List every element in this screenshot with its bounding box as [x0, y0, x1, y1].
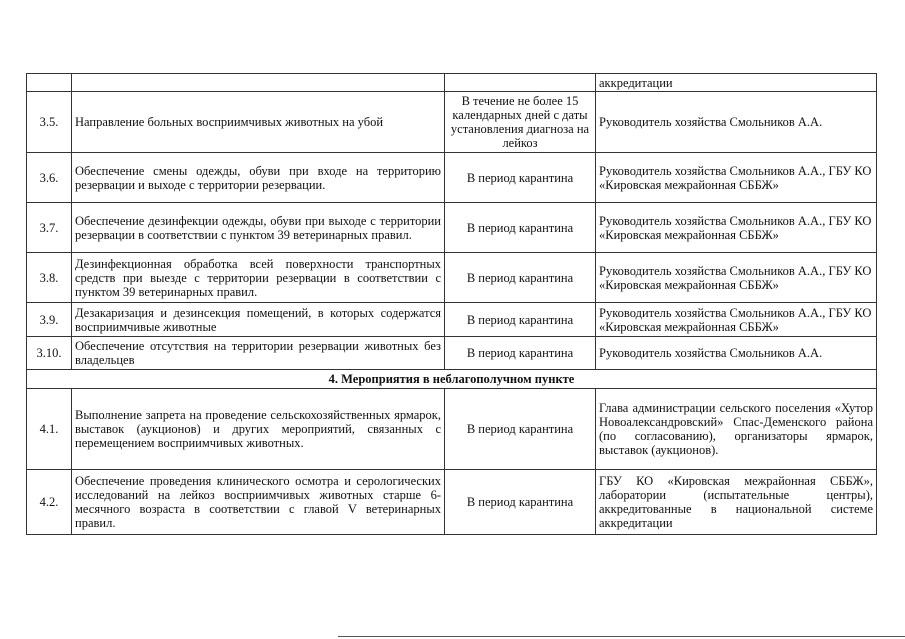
term-cell: В период карантина: [445, 153, 596, 203]
responsible-cell: аккредитации: [596, 74, 877, 92]
term-cell: В период карантина: [445, 203, 596, 253]
row-number-cell: [27, 74, 72, 92]
responsible-cell: Руководитель хозяйства Смольников А.А., ГБУ КО «Кировская межрайонная СББЖ»: [596, 253, 877, 303]
row-number-cell: 3.6.: [27, 153, 72, 203]
table-row: [27, 203, 877, 253]
action-cell: [72, 74, 445, 92]
term-cell: В период карантина: [445, 470, 596, 535]
table-row: [27, 303, 877, 337]
responsible-cell: ГБУ КО «Кировская межрайонная СББЖ», лаборатории (испытательные центры), аккредитованные в национальной системе аккредитации: [596, 470, 877, 535]
responsible-cell: Руководитель хозяйства Смольников А.А.: [596, 92, 877, 153]
table-row: [27, 389, 877, 470]
action-cell: Обеспечение смены одежды, обуви при входе на территорию резервации и выходе с территории резервации.: [72, 153, 445, 203]
action-cell: Направление больных восприимчивых животных на убой: [72, 92, 445, 153]
section-title: 4. Мероприятия в неблагополучном пункте: [27, 370, 877, 389]
row-number-cell: 4.2.: [27, 470, 72, 535]
responsible-cell: Глава администрации сельского поселения «Хутор Новоалександровский» Спас-Деменского района (по согласованию), организаторы ярмарок, выставок (аукционов).: [596, 389, 877, 470]
table-row: [27, 153, 877, 203]
table-row: [27, 253, 877, 303]
row-number-cell: 3.8.: [27, 253, 72, 303]
action-cell: Обеспечение дезинфекции одежды, обуви при выходе с территории резервации в соответствии с пунктом 39 ветеринарных правил.: [72, 203, 445, 253]
responsible-cell: Руководитель хозяйства Смольников А.А., ГБУ КО «Кировская межрайонная СББЖ»: [596, 303, 877, 337]
action-cell: Дезинфекционная обработка всей поверхности транспортных средств при выезде с территории резервации в соответствии с пунктом 39 ветеринарных правил.: [72, 253, 445, 303]
responsible-cell: Руководитель хозяйства Смольников А.А., ГБУ КО «Кировская межрайонная СББЖ»: [596, 153, 877, 203]
term-cell: В период карантина: [445, 389, 596, 470]
table-row: [27, 92, 877, 153]
table-row: [27, 470, 877, 535]
action-cell: Дезакаризация и дезинсекция помещений, в которых содержатся восприимчивые животные: [72, 303, 445, 337]
term-cell: [445, 74, 596, 92]
term-cell: В период карантина: [445, 303, 596, 337]
action-cell: Обеспечение проведения клинического осмотра и серологических исследований на лейкоз восприимчивых животных старше 6-месячного возраста в соответствии с главой V ветеринарных правил.: [72, 470, 445, 535]
row-number-cell: 3.9.: [27, 303, 72, 337]
section-header-row: [27, 370, 877, 389]
row-number-cell: 3.10.: [27, 337, 72, 370]
measures-table: [26, 73, 877, 535]
table-row-continued: [27, 74, 877, 92]
term-cell: В период карантина: [445, 337, 596, 370]
table-row: [27, 337, 877, 370]
responsible-cell: Руководитель хозяйства Смольников А.А., ГБУ КО «Кировская межрайонная СББЖ»: [596, 203, 877, 253]
responsible-cell: Руководитель хозяйства Смольников А.А.: [596, 337, 877, 370]
row-number-cell: 3.7.: [27, 203, 72, 253]
term-cell: В период карантина: [445, 253, 596, 303]
row-number-cell: 3.5.: [27, 92, 72, 153]
page-bottom-rule: [338, 636, 905, 637]
action-cell: Обеспечение отсутствия на территории резервации животных без владельцев: [72, 337, 445, 370]
row-number-cell: 4.1.: [27, 389, 72, 470]
term-cell: В течение не более 15 календарных дней с даты установления диагноза на лейкоз: [445, 92, 596, 153]
action-cell: Выполнение запрета на проведение сельскохозяйственных ярмарок, выставок (аукционов) и других мероприятий, связанных с перемещением восприимчивых животных.: [72, 389, 445, 470]
